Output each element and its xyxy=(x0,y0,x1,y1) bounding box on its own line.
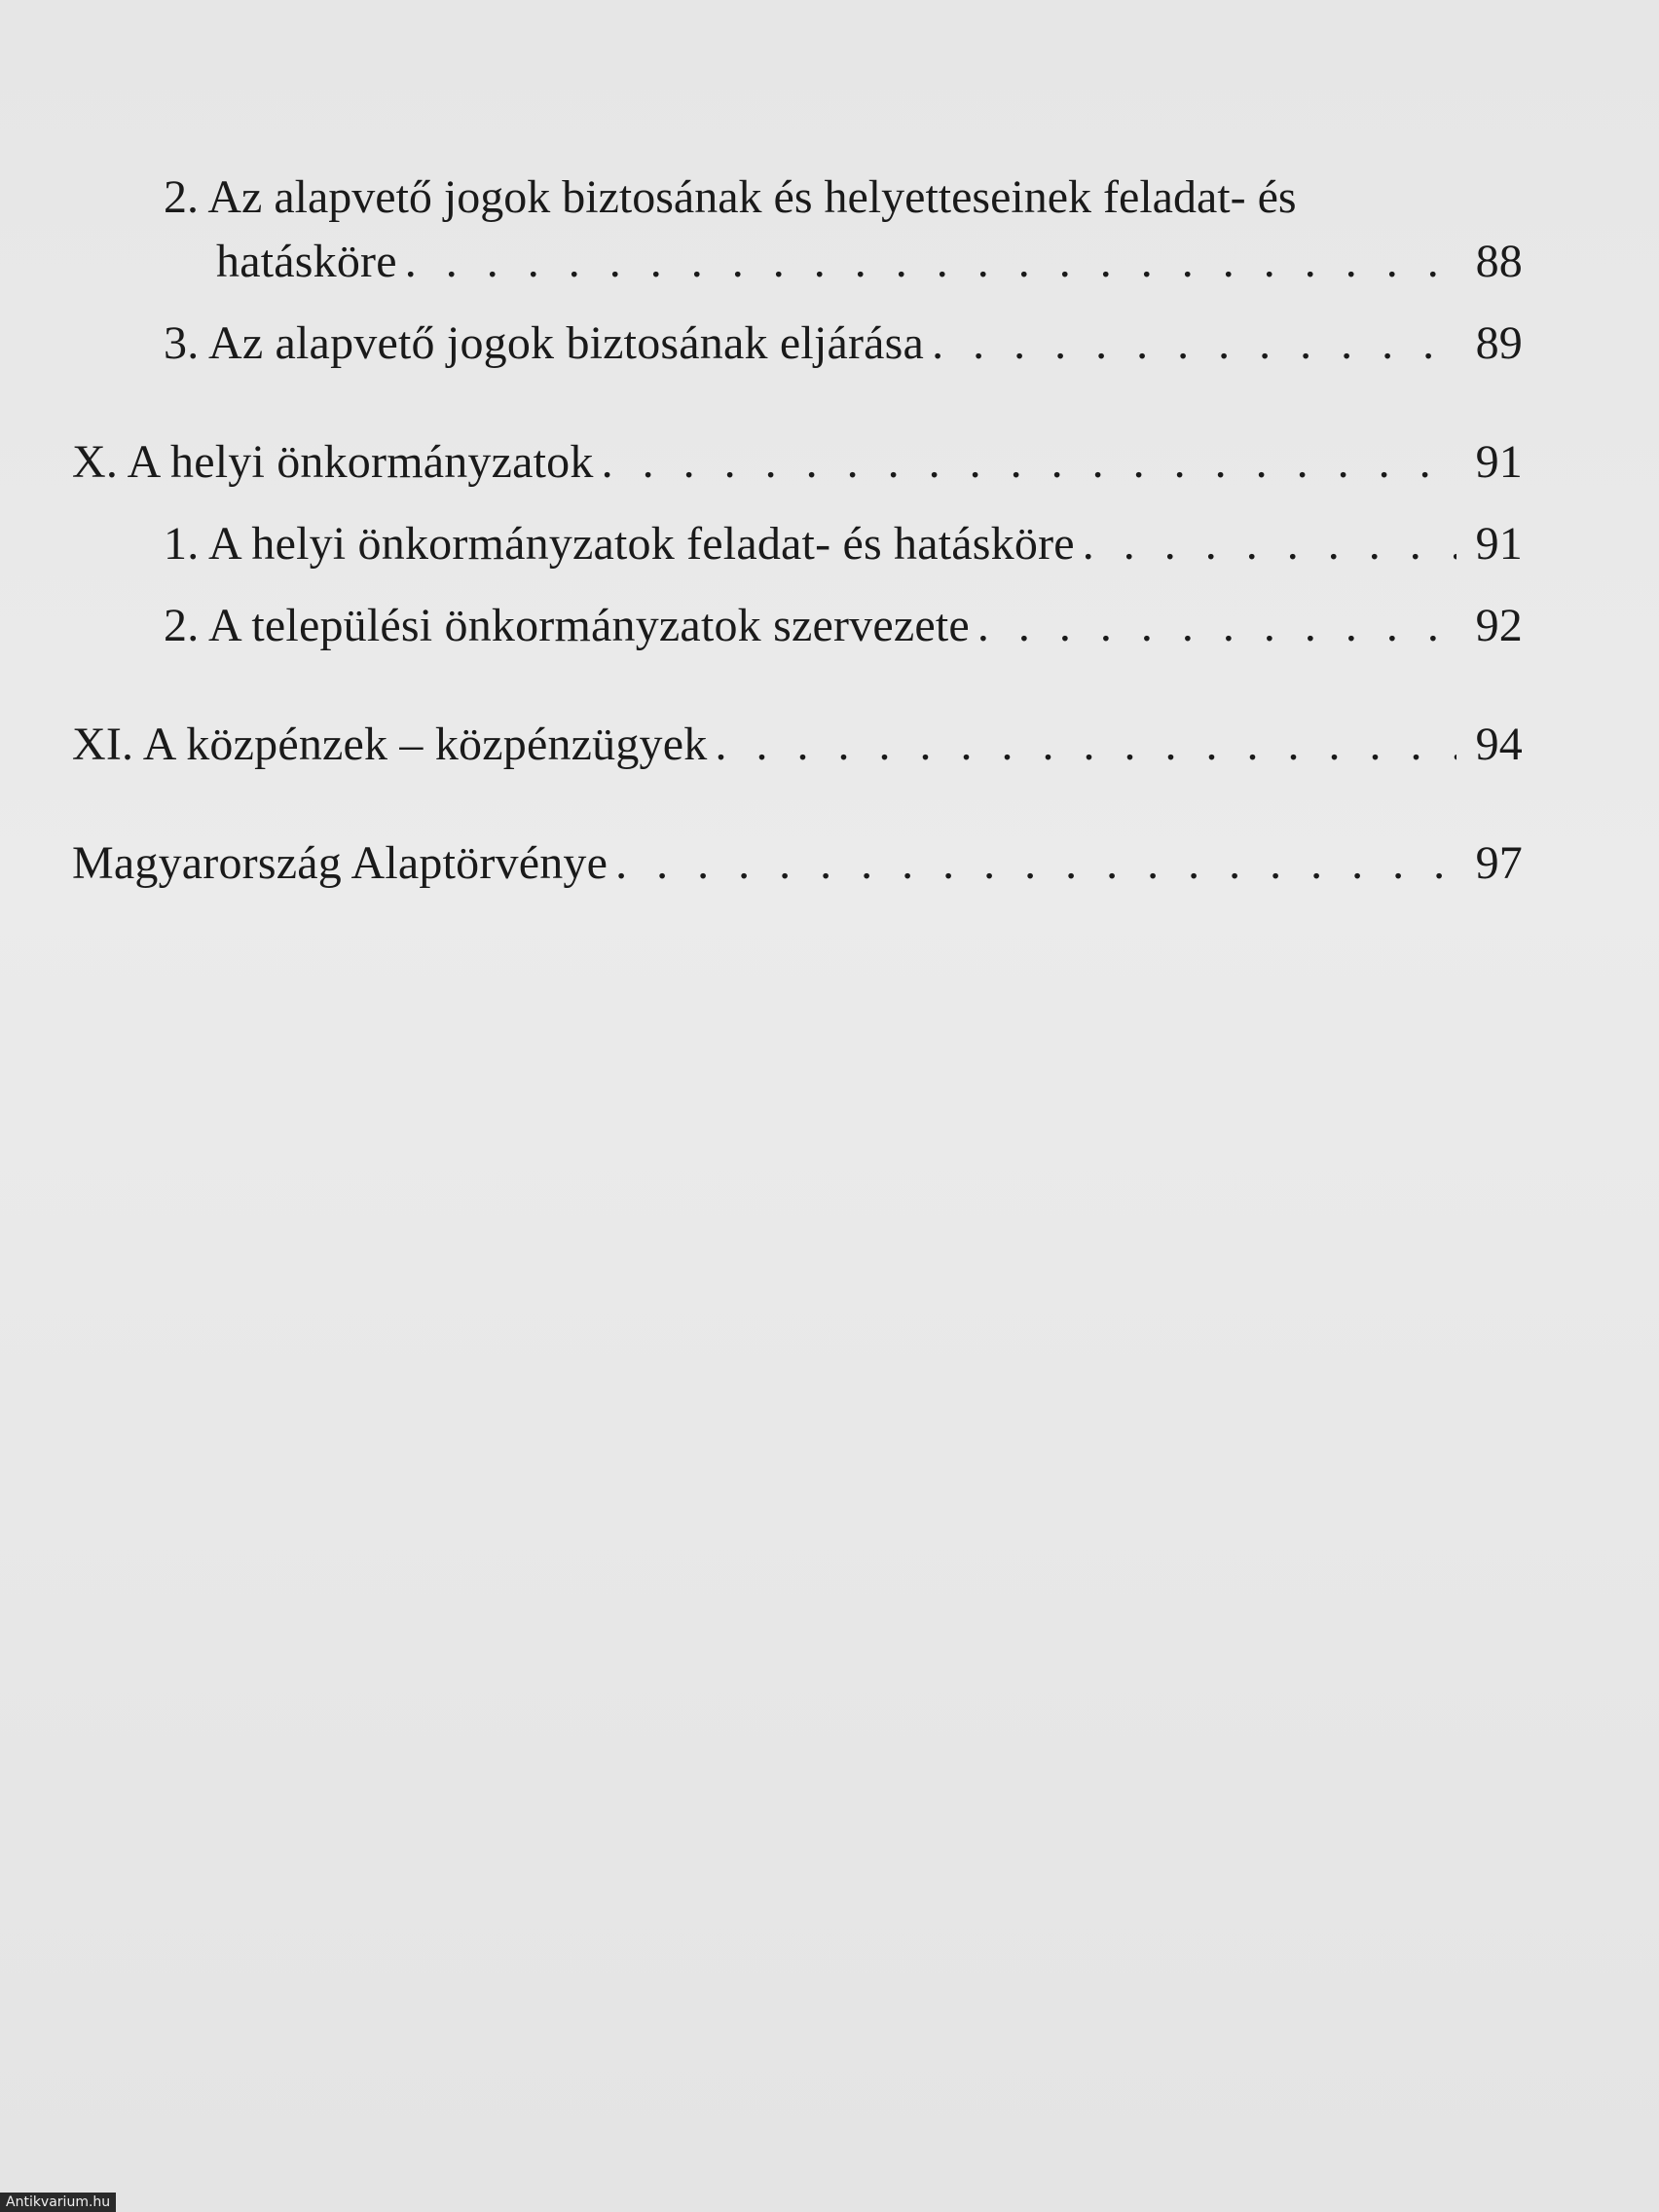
toc-entry-title: XI. A közpénzek – közpénzügyek xyxy=(72,719,708,770)
toc-entry-multiline xyxy=(72,166,1523,294)
toc-page-number: 92 xyxy=(1475,600,1523,651)
leader-dots xyxy=(615,831,1456,896)
toc-entry-title: 1. A helyi önkormányzatok feladat- és hatásköre xyxy=(164,518,1075,570)
toc-page-number: 89 xyxy=(1475,317,1523,369)
toc-entry-title-line2: hatásköre xyxy=(216,236,397,287)
toc-entry-title: 3. Az alapvető jogok biztosának eljárása xyxy=(164,317,925,369)
toc-entry xyxy=(72,594,1523,658)
toc-entry xyxy=(72,512,1523,576)
toc-page-number: 91 xyxy=(1475,518,1523,570)
toc-page-number: 91 xyxy=(1475,436,1523,488)
leader-dots xyxy=(1083,512,1456,576)
watermark-label: Antikvarium.hu xyxy=(0,2193,116,2212)
toc-entry xyxy=(72,230,1523,294)
toc-entry-title: Magyarország Alaptörvénye xyxy=(72,837,608,889)
toc-entry-title: 2. A települési önkormányzatok szervezete xyxy=(164,600,970,651)
toc-chapter-entry xyxy=(72,831,1523,896)
leader-dots xyxy=(405,230,1456,294)
leader-dots xyxy=(977,594,1456,658)
toc-page-number: 88 xyxy=(1475,236,1523,287)
toc-chapter-entry xyxy=(72,430,1523,495)
toc-entry-title-line1: 2. Az alapvető jogok biztosának és helyetteseinek feladat- és xyxy=(164,171,1297,223)
leader-dots xyxy=(602,430,1456,495)
leader-dots xyxy=(715,713,1456,777)
toc-chapter-entry xyxy=(72,713,1523,777)
toc-entry-title: X. A helyi önkormányzatok xyxy=(72,436,594,488)
toc-entry xyxy=(72,312,1523,376)
table-of-contents xyxy=(72,166,1523,896)
toc-page-number: 94 xyxy=(1475,719,1523,770)
toc-page-number: 97 xyxy=(1475,837,1523,889)
leader-dots xyxy=(932,312,1456,376)
